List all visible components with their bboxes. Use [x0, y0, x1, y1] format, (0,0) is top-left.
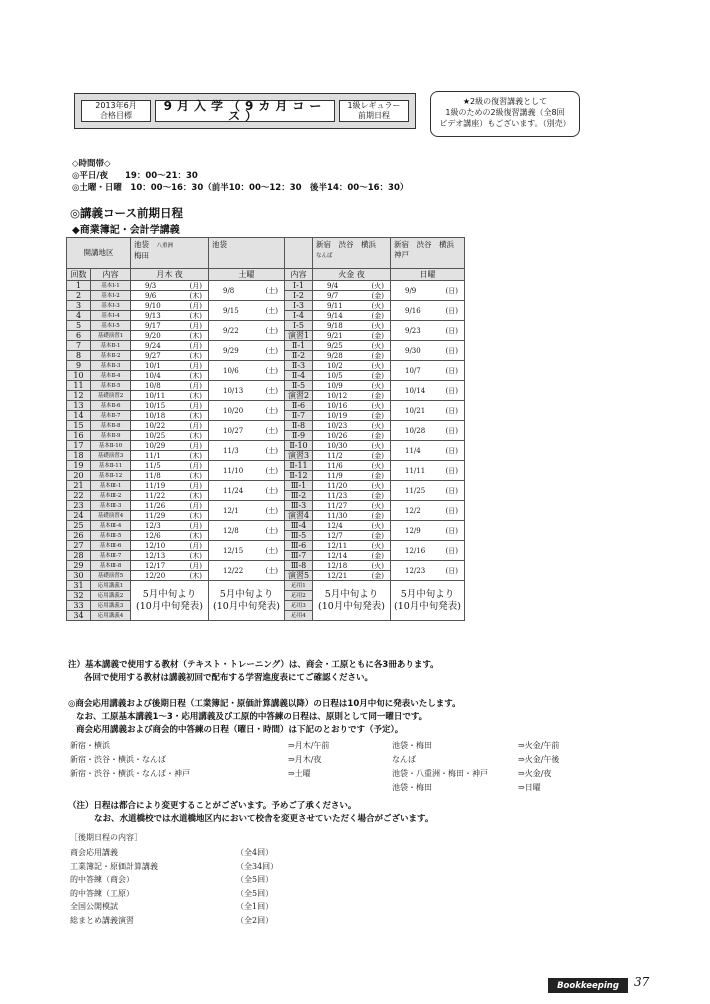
session-content-short: Ⅱ-9 — [285, 431, 313, 441]
table-row — [67, 281, 465, 291]
session-number: 22 — [67, 491, 91, 501]
session-content-short: 応用1 — [285, 581, 313, 591]
session-content: 基本Ⅰ-4 — [91, 311, 131, 321]
monthu-date: 10/8 (月) — [131, 381, 209, 391]
session-content-short: Ⅲ-1 — [285, 481, 313, 491]
table-row — [67, 521, 465, 531]
session-content-short: Ⅰ-2 — [285, 291, 313, 301]
section-title: ◎講義コース前期日程 — [70, 206, 183, 220]
sunday-date: 9/30 (日) — [391, 341, 465, 361]
monthu-date: 11/1 (木) — [131, 451, 209, 461]
monthu-date: 11/29 (木) — [131, 511, 209, 521]
monthu-date: 10/15 (月) — [131, 401, 209, 411]
session-number: 25 — [67, 521, 91, 531]
session-content-short: Ⅰ-4 — [285, 311, 313, 321]
session-content: 応用講義3 — [91, 601, 131, 611]
tuefri-date: 11/30 (金) — [313, 511, 391, 521]
monthu-date: 9/13 (木) — [131, 311, 209, 321]
session-content-short: Ⅲ-2 — [285, 491, 313, 501]
session-content-short: 演習3 — [285, 451, 313, 461]
session-content-short: 応用4 — [285, 611, 313, 621]
session-content-short: Ⅰ-1 — [285, 281, 313, 291]
page-number: 37 — [634, 975, 650, 989]
session-content-short: Ⅲ-6 — [285, 541, 313, 551]
session-number: 21 — [67, 481, 91, 491]
col-header: 火金 夜 — [313, 269, 391, 281]
sunday-date: 12/9 (日) — [391, 521, 465, 541]
saturday-date: 12/15 (土) — [209, 541, 285, 561]
monthu-date: 11/26 (月) — [131, 501, 209, 511]
area-1: 池袋 八重洲 梅田 — [131, 238, 209, 269]
tuefri-date: 10/19 (金) — [313, 411, 391, 421]
table-row — [67, 581, 465, 591]
session-number: 9 — [67, 361, 91, 371]
session-number: 1 — [67, 281, 91, 291]
tuefri-date: 10/5 (金) — [313, 371, 391, 381]
session-content: 基本Ⅲ-4 — [91, 521, 131, 531]
monthu-date: 12/3 (月) — [131, 521, 209, 531]
monthu-date: 9/17 (月) — [131, 321, 209, 331]
session-content: 基礎演習4 — [91, 511, 131, 521]
time-weekday: ◎平日/夜 19：00〜21：30 — [72, 171, 198, 181]
session-content-short: Ⅱ-8 — [285, 421, 313, 431]
session-content: 基礎演習3 — [91, 451, 131, 461]
review-note: ★2級の復習講義として 1級のための2級復習講義（全8回 ビデオ講座）もございます。（別売） — [430, 91, 580, 137]
session-content: 基本Ⅲ-2 — [91, 491, 131, 501]
session-content-short: Ⅰ-3 — [285, 301, 313, 311]
saturday-date: 10/20 (土) — [209, 401, 285, 421]
table-row — [67, 501, 465, 511]
session-content: 基本Ⅱ-6 — [91, 401, 131, 411]
saturday-date: 10/6 (土) — [209, 361, 285, 381]
session-number: 2 — [67, 291, 91, 301]
saturday-date: 9/29 (土) — [209, 341, 285, 361]
note-change: （注）日程は都合により変更することがございます。予めご了承ください。 なお、水道橋校では水道橋地区内において校舎を変更させていただく場合がございます。 — [68, 801, 434, 824]
monthu-date: 11/22 (木) — [131, 491, 209, 501]
monthu-date: 10/18 (木) — [131, 411, 209, 421]
session-content: 応用講義2 — [91, 591, 131, 601]
tbd-cell-tuefri: 5月中旬より (10月中旬発表) — [313, 581, 391, 621]
monthu-date: 11/5 (月) — [131, 461, 209, 471]
sunday-date: 12/23 (日) — [391, 561, 465, 581]
table-row — [67, 341, 465, 351]
session-content-short: 演習5 — [285, 571, 313, 581]
schedule-list-item: ⇒日曜 — [518, 783, 541, 792]
session-number: 8 — [67, 351, 91, 361]
monthu-date: 12/20 (木) — [131, 571, 209, 581]
session-number: 4 — [67, 311, 91, 321]
session-content: 基本Ⅱ-8 — [91, 421, 131, 431]
session-content: 基本Ⅱ-2 — [91, 351, 131, 361]
session-content-short: Ⅲ-5 — [285, 531, 313, 541]
session-content-short: Ⅱ-5 — [285, 381, 313, 391]
session-number: 3 — [67, 301, 91, 311]
area-2: 池袋 — [209, 238, 285, 269]
later-item-count: （全5回） — [236, 875, 274, 884]
session-content-short: Ⅲ-7 — [285, 551, 313, 561]
session-number: 24 — [67, 511, 91, 521]
session-content: 基本Ⅱ-12 — [91, 471, 131, 481]
tbd-cell-monthu: 5月中旬より (10月中旬発表) — [131, 581, 209, 621]
schedule-list-item: ⇒火金/午後 — [518, 755, 560, 764]
session-content-short: Ⅰ-5 — [285, 321, 313, 331]
tuefri-date: 9/21 (金) — [313, 331, 391, 341]
session-content: 基本Ⅰ-3 — [91, 301, 131, 311]
later-item-count: （全34回） — [236, 861, 279, 871]
area-spacer — [285, 238, 313, 269]
saturday-date: 10/13 (土) — [209, 381, 285, 401]
session-content-short: Ⅱ-1 — [285, 341, 313, 351]
col-header: 回数 — [67, 269, 91, 281]
session-content: 基本Ⅱ-11 — [91, 461, 131, 471]
session-content-short: 演習4 — [285, 511, 313, 521]
session-number: 14 — [67, 411, 91, 421]
tuefri-date: 10/30 (火) — [313, 441, 391, 451]
schedule-list-item: ⇒月木/午前 — [288, 741, 330, 750]
saturday-date: 12/22 (土) — [209, 561, 285, 581]
schedule-list-item: 新宿・渋谷・横浜・なんば — [70, 755, 166, 764]
session-number: 13 — [67, 401, 91, 411]
later-item-count: （全2回） — [236, 915, 274, 925]
session-content: 基本Ⅲ-7 — [91, 551, 131, 561]
session-content: 応用講義1 — [91, 581, 131, 591]
monthu-date: 10/4 (木) — [131, 371, 209, 381]
monthu-date: 10/22 (月) — [131, 421, 209, 431]
tuefri-date: 9/18 (火) — [313, 321, 391, 331]
sunday-date: 10/21 (日) — [391, 401, 465, 421]
sunday-date: 11/11 (日) — [391, 461, 465, 481]
sunday-date: 9/9 (日) — [391, 281, 465, 301]
monthu-date: 9/20 (木) — [131, 331, 209, 341]
tuefri-date: 10/2 (火) — [313, 361, 391, 371]
session-number: 32 — [67, 591, 91, 601]
session-number: 19 — [67, 461, 91, 471]
tuefri-date: 12/11 (火) — [313, 541, 391, 551]
tuefri-date: 12/21 (金) — [313, 571, 391, 581]
session-content: 基本Ⅰ-5 — [91, 321, 131, 331]
tuefri-date: 12/7 (金) — [313, 531, 391, 541]
monthu-date: 10/11 (木) — [131, 391, 209, 401]
col-header: 土曜 — [209, 269, 285, 281]
monthu-date: 12/17 (月) — [131, 561, 209, 571]
later-item-count: （全5回） — [236, 888, 274, 898]
saturday-date: 11/3 (土) — [209, 441, 285, 461]
saturday-date: 9/15 (土) — [209, 301, 285, 321]
schedule-list-item: 新宿・横浜 — [70, 741, 110, 750]
session-content: 基本Ⅱ-5 — [91, 381, 131, 391]
schedule-list-item: ⇒火金/午前 — [518, 741, 560, 750]
col-header: 月木 夜 — [131, 269, 209, 281]
later-item-name: 的中答練（工原） — [70, 888, 134, 898]
session-number: 30 — [67, 571, 91, 581]
session-number: 16 — [67, 431, 91, 441]
monthu-date: 12/10 (月) — [131, 541, 209, 551]
later-item-name: 全国公開模試 — [70, 902, 118, 911]
later-item-count: （全1回） — [236, 902, 274, 911]
session-content: 基本Ⅲ-5 — [91, 531, 131, 541]
monthu-date: 10/29 (月) — [131, 441, 209, 451]
session-content: 基本Ⅱ-1 — [91, 341, 131, 351]
session-number: 26 — [67, 531, 91, 541]
col-header: 内容 — [285, 269, 313, 281]
schedule-list-item: ⇒月木/夜 — [288, 755, 322, 764]
monthu-date: 12/6 (木) — [131, 531, 209, 541]
session-content-short: Ⅱ-11 — [285, 461, 313, 471]
table-row — [67, 541, 465, 551]
tbd-cell-sunday: 5月中旬より (10月中旬発表) — [391, 581, 465, 621]
session-content: 応用講義4 — [91, 611, 131, 621]
tuefri-date: 10/12 (金) — [313, 391, 391, 401]
session-content: 基本Ⅱ-9 — [91, 431, 131, 441]
header-banner — [74, 93, 416, 129]
session-content: 基本Ⅲ-8 — [91, 561, 131, 571]
tuefri-date: 11/6 (火) — [313, 461, 391, 471]
tuefri-date: 9/14 (金) — [313, 311, 391, 321]
schedule-list-item: なんば — [392, 755, 416, 764]
session-content-short: 応用3 — [285, 601, 313, 611]
time-heading: ◇時間帯◇ — [72, 159, 111, 169]
table-row — [67, 441, 465, 451]
session-content-short: Ⅱ-3 — [285, 361, 313, 371]
sunday-date: 11/4 (日) — [391, 441, 465, 461]
table-row — [67, 301, 465, 311]
col-header: 日曜 — [391, 269, 465, 281]
area-3: 新宿 渋谷 横浜 なんば — [313, 238, 391, 269]
saturday-date: 10/27 (土) — [209, 421, 285, 441]
tuefri-date: 9/7 (金) — [313, 291, 391, 301]
monthu-date: 10/25 (木) — [131, 431, 209, 441]
subsection-title: ◆商業簿記・会計学講義 — [72, 225, 180, 236]
session-number: 28 — [67, 551, 91, 561]
tuefri-date: 9/25 (火) — [313, 341, 391, 351]
tuefri-date: 12/4 (火) — [313, 521, 391, 531]
sunday-date: 12/2 (日) — [391, 501, 465, 521]
note-schedule: ◎商会応用講義および後期日程（工業簿記・原価計算講義以降）の日程は10月中旬に発表いたします。 なお、工原基本講義1〜3・応用講義及び工原的中答練の日程は、原則として同一曜日です。 商会応用講義および商会的中答練の日程（曜日・時間）は下記のとおりです（予定）。 — [68, 699, 461, 735]
course-title: 9月入学（9カ月コース） — [155, 100, 335, 122]
tuefri-date: 9/28 (金) — [313, 351, 391, 361]
session-content-short: Ⅱ-4 — [285, 371, 313, 381]
session-content-short: Ⅲ-3 — [285, 501, 313, 511]
session-number: 27 — [67, 541, 91, 551]
tuefri-date: 10/26 (金) — [313, 431, 391, 441]
sunday-date: 11/25 (日) — [391, 481, 465, 501]
later-item-name: 商会応用講義 — [70, 848, 118, 857]
schedule-list-item: ⇒火金/夜 — [518, 769, 552, 778]
monthu-date: 9/24 (月) — [131, 341, 209, 351]
session-content-short: Ⅲ-4 — [285, 521, 313, 531]
session-content-short: Ⅱ-10 — [285, 441, 313, 451]
table-row — [67, 381, 465, 391]
col-header: 内容 — [91, 269, 131, 281]
saturday-date: 12/1 (土) — [209, 501, 285, 521]
tuefri-date: 11/27 (火) — [313, 501, 391, 511]
tuefri-date: 10/23 (火) — [313, 421, 391, 431]
session-content-short: Ⅱ-12 — [285, 471, 313, 481]
area-label: 開講地区 — [67, 238, 131, 269]
tuefri-date: 9/11 (火) — [313, 301, 391, 311]
saturday-date: 11/10 (土) — [209, 461, 285, 481]
tuefri-date: 11/2 (金) — [313, 451, 391, 461]
time-weekend: ◎土曜・日曜 10：00〜16：30（前半10：00〜12：30 後半14：00〜16：30） — [72, 183, 409, 193]
area-4: 新宿 渋谷 横浜 神戸 — [391, 238, 465, 269]
session-number: 31 — [67, 581, 91, 591]
session-number: 20 — [67, 471, 91, 481]
later-item-name: 工業簿記・原価計算講義 — [70, 861, 158, 871]
session-number: 5 — [67, 321, 91, 331]
session-content: 基本Ⅱ-4 — [91, 371, 131, 381]
goal-label: 2013年6月 合格目標 — [81, 100, 151, 122]
session-content-short: 演習2 — [285, 391, 313, 401]
session-content: 基本Ⅰ-1 — [91, 281, 131, 291]
sunday-date: 9/23 (日) — [391, 321, 465, 341]
session-number: 18 — [67, 451, 91, 461]
schedule-list-item: 池袋・梅田 — [392, 741, 432, 750]
schedule-list-item: 池袋・梅田 — [392, 783, 432, 792]
session-content-short: 応用2 — [285, 591, 313, 601]
tuefri-date: 10/16 (火) — [313, 401, 391, 411]
note-materials: 注）基本講義で使用する教材（テキスト・トレーニング）は、商会・工原ともに各3冊あります。 各回で使用する教材は講義初回で配布する学習進度表にてご確認ください。 — [68, 660, 439, 683]
session-content: 基本Ⅱ-7 — [91, 411, 131, 421]
session-number: 33 — [67, 601, 91, 611]
monthu-date: 12/13 (木) — [131, 551, 209, 561]
course-label: 1級レギュラー 前期日程 — [339, 100, 409, 122]
tuefri-date: 9/4 (火) — [313, 281, 391, 291]
session-content: 基礎演習1 — [91, 331, 131, 341]
later-item-name: 的中答練（商会） — [70, 875, 134, 884]
session-content: 基本Ⅱ-10 — [91, 441, 131, 451]
session-number: 17 — [67, 441, 91, 451]
session-content: 基本Ⅰ-2 — [91, 291, 131, 301]
session-number: 29 — [67, 561, 91, 571]
tuefri-date: 11/23 (金) — [313, 491, 391, 501]
monthu-date: 9/10 (月) — [131, 301, 209, 311]
session-number: 6 — [67, 331, 91, 341]
table-row — [67, 321, 465, 331]
session-content: 基本Ⅲ-1 — [91, 481, 131, 491]
footer-tag: Bookkeeping — [548, 978, 628, 993]
tuefri-date: 12/18 (火) — [313, 561, 391, 571]
tbd-cell-saturday: 5月中旬より (10月中旬発表) — [209, 581, 285, 621]
session-number: 10 — [67, 371, 91, 381]
tuefri-date: 12/14 (金) — [313, 551, 391, 561]
session-number: 11 — [67, 381, 91, 391]
session-content-short: 演習1 — [285, 331, 313, 341]
session-content-short: Ⅱ-2 — [285, 351, 313, 361]
table-row — [67, 361, 465, 371]
sunday-date: 9/16 (日) — [391, 301, 465, 321]
table-row — [67, 421, 465, 431]
schedule-list-item: 新宿・渋谷・横浜・なんば・神戸 — [70, 769, 190, 778]
session-number: 34 — [67, 611, 91, 621]
session-content-short: Ⅱ-7 — [285, 411, 313, 421]
table-row — [67, 401, 465, 411]
session-content-short: Ⅱ-6 — [285, 401, 313, 411]
later-item-name: 総まとめ講義演習 — [70, 915, 134, 925]
session-content: 基本Ⅲ-6 — [91, 541, 131, 551]
schedule-list-item: 池袋・八重洲・梅田・神戸 — [392, 769, 488, 778]
monthu-date: 9/27 (木) — [131, 351, 209, 361]
sunday-date: 12/16 (日) — [391, 541, 465, 561]
tuefri-date: 10/9 (火) — [313, 381, 391, 391]
session-content: 基礎演習5 — [91, 571, 131, 581]
saturday-date: 9/8 (土) — [209, 281, 285, 301]
saturday-date: 11/24 (土) — [209, 481, 285, 501]
session-number: 15 — [67, 421, 91, 431]
table-row — [67, 481, 465, 491]
session-number: 23 — [67, 501, 91, 511]
session-number: 12 — [67, 391, 91, 401]
session-number: 7 — [67, 341, 91, 351]
session-content: 基本Ⅲ-3 — [91, 501, 131, 511]
schedule-table — [66, 237, 465, 621]
schedule-list-item: ⇒土曜 — [288, 769, 311, 778]
session-content-short: Ⅲ-8 — [285, 561, 313, 571]
session-content: 基礎演習2 — [91, 391, 131, 401]
sunday-date: 10/28 (日) — [391, 421, 465, 441]
monthu-date: 11/8 (木) — [131, 471, 209, 481]
monthu-date: 9/6 (木) — [131, 291, 209, 301]
tuefri-date: 11/20 (火) — [313, 481, 391, 491]
table-row — [67, 561, 465, 571]
sunday-date: 10/7 (日) — [391, 361, 465, 381]
session-content: 基本Ⅱ-3 — [91, 361, 131, 371]
later-item-count: （全4回） — [236, 848, 274, 857]
tuefri-date: 11/9 (金) — [313, 471, 391, 481]
monthu-date: 10/1 (月) — [131, 361, 209, 371]
monthu-date: 11/19 (月) — [131, 481, 209, 491]
later-heading: ［後期日程の内容］ — [70, 833, 142, 842]
saturday-date: 12/8 (土) — [209, 521, 285, 541]
saturday-date: 9/22 (土) — [209, 321, 285, 341]
sunday-date: 10/14 (日) — [391, 381, 465, 401]
monthu-date: 9/3 (月) — [131, 281, 209, 291]
table-row — [67, 461, 465, 471]
